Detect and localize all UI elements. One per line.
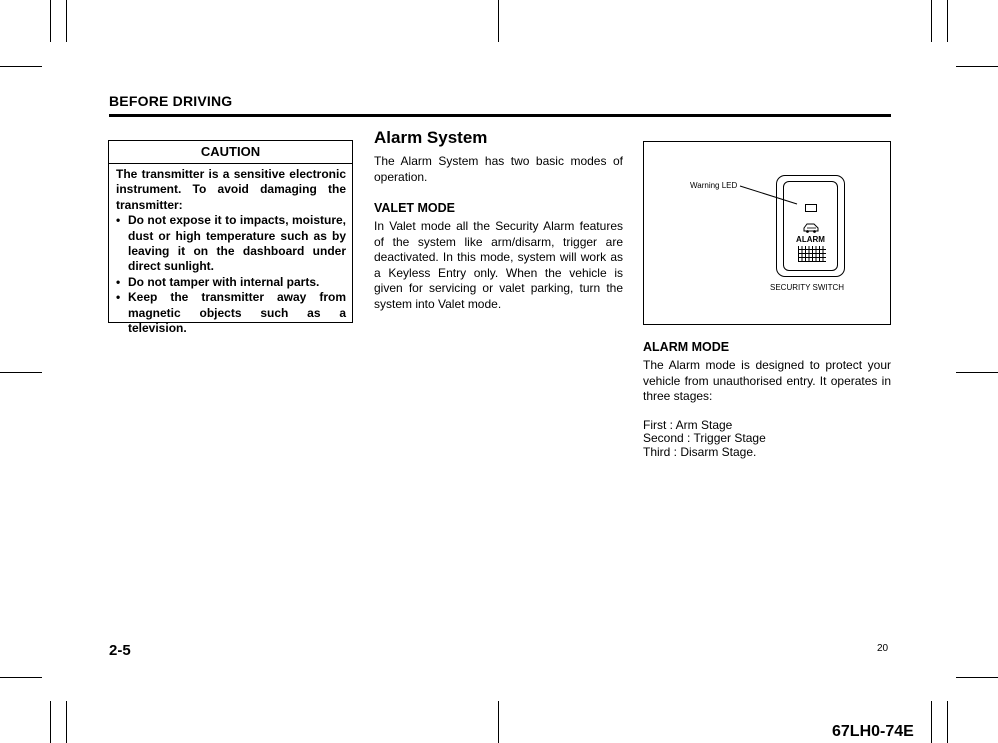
caution-intro: The transmitter is a sensitive electronic instrument. To avoid damaging the transmitter: — [116, 167, 346, 212]
switch-face — [783, 181, 838, 271]
warning-led-label: Warning LED — [690, 181, 738, 190]
security-switch — [776, 175, 845, 277]
switch-alarm-label: ALARM — [796, 235, 825, 244]
security-switch-figure — [643, 141, 891, 325]
alarm-system-section — [374, 128, 623, 312]
stage-item: Third : Disarm Stage. — [643, 444, 757, 459]
page-number: 2-5 — [109, 642, 131, 659]
figure-caption: SECURITY SWITCH — [770, 283, 845, 292]
caution-item: • Do not expose it to impacts, moisture, dust or high temperature such as by leaving it on the dashboard under direct sunlight. — [116, 213, 346, 275]
alarm-mode-text: The Alarm mode is designed to protect your vehicle from unauthorised entry. It operates in three stages: — [643, 358, 891, 403]
stage-list — [643, 419, 891, 460]
caution-box — [108, 140, 353, 336]
caution-item: • Keep the transmitter away from magnetic objects such as a television. — [116, 290, 346, 336]
document-code: 67LH0-74E — [832, 723, 914, 740]
warning-led — [805, 204, 817, 212]
alarm-mode-heading: ALARM MODE — [643, 340, 730, 354]
section-rule — [109, 114, 891, 117]
valet-mode-heading: VALET MODE — [374, 201, 456, 215]
car-icon — [803, 222, 819, 233]
stage-item: First : Arm Stage — [643, 417, 733, 432]
section-title: BEFORE DRIVING — [109, 93, 233, 109]
stage-item: Second : Trigger Stage — [643, 431, 766, 445]
leader-line — [644, 142, 890, 324]
caution-body — [109, 164, 352, 336]
alarm-system-title: Alarm System — [374, 128, 488, 147]
page-number-right: 20 — [877, 643, 889, 654]
caution-heading: CAUTION — [109, 141, 352, 164]
switch-texture — [798, 246, 826, 262]
caution-item: • Do not tamper with internal parts. — [116, 275, 346, 290]
alarm-mode-section — [643, 340, 891, 459]
valet-mode-text: In Valet mode all the Security Alarm features of the system like arm/disarm, trigger are deactivated. In this mode, system will work as a Keyless Entry only. When the vehicle is given for servicing or valet parking, turn the system into Valet mode. — [374, 219, 623, 311]
alarm-system-intro: The Alarm System has two basic modes of operation. — [374, 154, 623, 184]
caution-list — [116, 213, 346, 336]
